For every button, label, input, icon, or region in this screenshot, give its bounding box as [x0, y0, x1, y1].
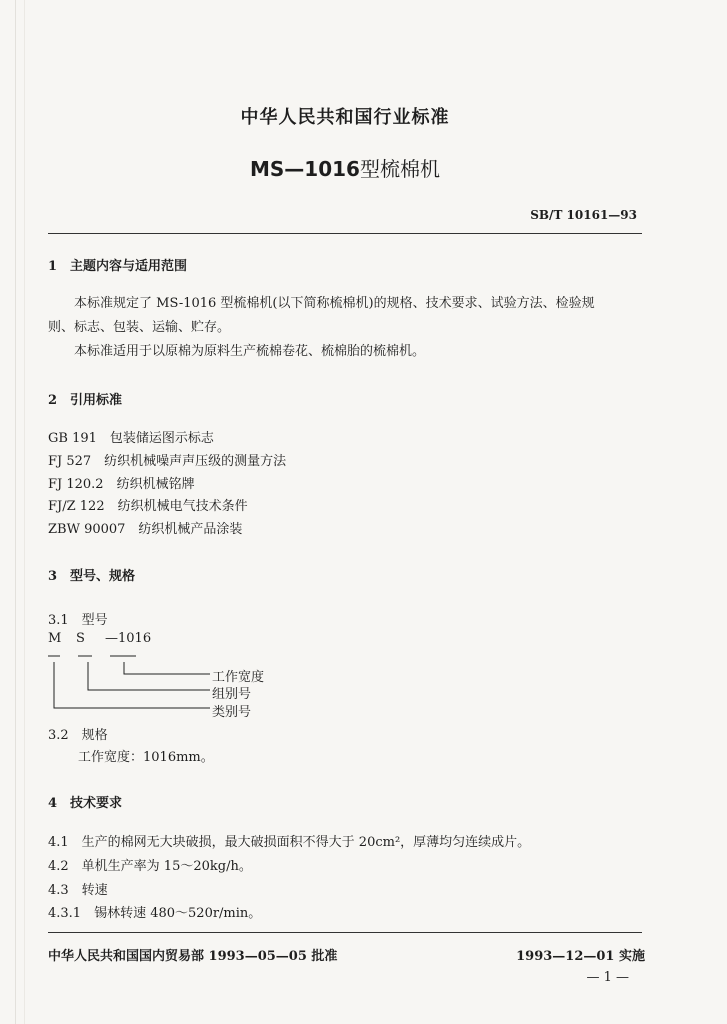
section-1-para-2: 本标准适用于以原棉为原料生产梳棉卷花、梳棉胎的梳棉机。: [74, 344, 426, 359]
section-1-para-1-line-2: 则、标志、包装、运输、贮存。: [48, 320, 231, 335]
standard-category-title: 中华人民共和国行业标准: [240, 107, 450, 128]
label-class-number: 类别号: [212, 705, 252, 720]
section-4-heading: 4 技术要求: [48, 796, 123, 811]
requirement-item: 4.3.1 锡林转速 480～520r/min。: [48, 906, 262, 921]
requirement-item: 4.2 单机生产率为 15～20kg/h。: [48, 859, 252, 874]
document-title: [0, 153, 690, 182]
section-1-para-1-line-1: 本标准规定了 MS-1016 型梳棉机(以下简称梳棉机)的规格、技术要求、试验方法、检验规: [74, 296, 595, 311]
subsection-3-2: 3.2 规格: [48, 728, 108, 743]
model-letter-s: S: [76, 631, 85, 646]
section-2-heading: 2 引用标准: [48, 393, 123, 408]
reference-item: FJ 120.2 纺织机械铭牌: [48, 477, 195, 492]
implementation-date: 1993—12—01 实施: [516, 949, 645, 964]
footer-rule: [48, 932, 642, 933]
header-rule: [48, 233, 642, 234]
standard-number: SB/T 10161—93: [530, 208, 637, 222]
model-letter-m: M: [48, 631, 62, 646]
label-working-width: 工作宽度: [212, 670, 265, 685]
section-3-heading: 3 型号、规格: [48, 569, 136, 584]
requirement-item: 4.1 生产的棉网无大块破损，最大破损面积不得大于 20cm²，厚薄均匀连续成片。: [48, 835, 531, 850]
reference-item: GB 191 包装储运图示标志: [48, 431, 214, 446]
product-name: 型梳棉机: [359, 157, 440, 181]
spec-working-width: 工作宽度：1016mm。: [78, 750, 214, 765]
model-designation-diagram: [44, 650, 224, 716]
section-1-heading: 1 主题内容与适用范围: [48, 259, 188, 274]
requirement-item: 4.3 转速: [48, 883, 108, 898]
model-number: —1016: [105, 631, 152, 646]
reference-item: FJ/Z 122 纺织机械电气技术条件: [48, 499, 248, 514]
reference-item: ZBW 90007 纺织机械产品涂装: [48, 522, 243, 537]
subsection-3-1: 3.1 型号: [48, 613, 108, 628]
reference-item: FJ 527 纺织机械噪声声压级的测量方法: [48, 454, 287, 469]
product-code: MS—1016: [250, 157, 360, 181]
approval-note: 中华人民共和国国内贸易部 1993—05—05 批准: [48, 949, 338, 964]
label-group-number: 组别号: [212, 687, 252, 702]
page-number: — 1 —: [586, 970, 629, 985]
